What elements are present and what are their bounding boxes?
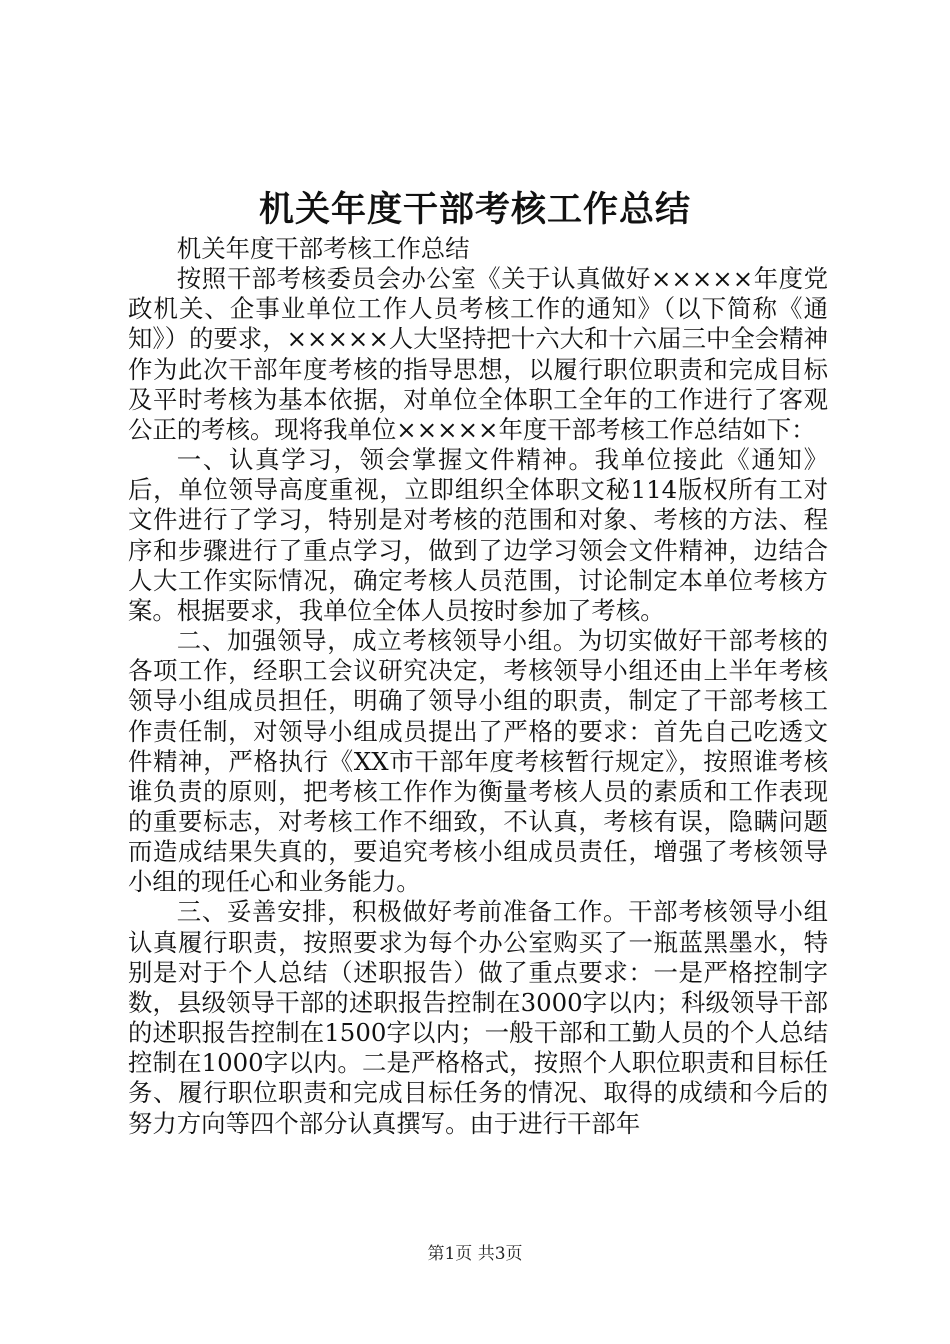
document-title: 机关年度干部考核工作总结 (258, 189, 691, 230)
section-one-paragraph: 一、认真学习，领会掌握文件精神。我单位接此《通知》后，单位领导高度重视，立即组织全体职文秘114版权所有工对文件进行了学习，特别是对考核的范围和对象、考核的方法、程序和步骤进行了重点学习，做到了边学习领会文件精神，边结合人大工作实际情况，确定考核人员范围，讨论制定本单位考核方案。根据要求，我单位全体人员按时参加了考核。 (128, 445, 828, 625)
subtitle-paragraph: 机关年度干部考核工作总结 (176, 234, 470, 263)
page-footer: 第1页 共3页 (427, 1244, 523, 1264)
intro-paragraph: 按照干部考核委员会办公室《关于认真做好×××××年度党政机关、企事业单位工作人员考核工作的通知》（以下简称《通知》）的要求，×××××人大坚持把十六大和十六届三中全会精神作为此次干部年度考核的指导思想，以履行职位职责和完成目标及平时考核为基本依据，对单位全体职工全年的工作进行了客观公正的考核。现将我单位×××××年度干部考核工作总结如下： (128, 264, 828, 444)
section-three-paragraph: 三、妥善安排，积极做好考前准备工作。干部考核领导小组认真履行职责，按照要求为每个办公室购买了一瓶蓝黑墨水，特别是对于个人总结（述职报告）做了重点要求：一是严格控制字数，县级领导干部的述职报告控制在3000字以内；科级领导干部的述职报告控制在1500字以内；一般干部和工勤人员的个人总结控制在1000字以内。二是严格格式，按照个人职位职责和目标任务、履行职位职责和完成目标任务的情况、取得的成绩和今后的努力方向等四个部分认真撰写。由于进行干部年 (128, 897, 828, 1138)
section-two-paragraph: 二、加强领导，成立考核领导小组。为切实做好干部考核的各项工作，经职工会议研究决定，考核领导小组还由上半年考核领导小组成员担任，明确了领导小组的职责，制定了干部考核工作责任制，对领导小组成员提出了严格的要求：首先自己吃透文件精神，严格执行《XX市干部年度考核暂行规定》，按照谁考核谁负责的原则，把考核工作作为衡量考核人员的素质和工作表现的重要标志，对考核工作不细致，不认真，考核有误，隐瞒问题而造成结果失真的，要追究考核小组成员责任，增强了考核领导小组的现任心和业务能力。 (128, 626, 828, 897)
document-body (128, 234, 828, 1139)
